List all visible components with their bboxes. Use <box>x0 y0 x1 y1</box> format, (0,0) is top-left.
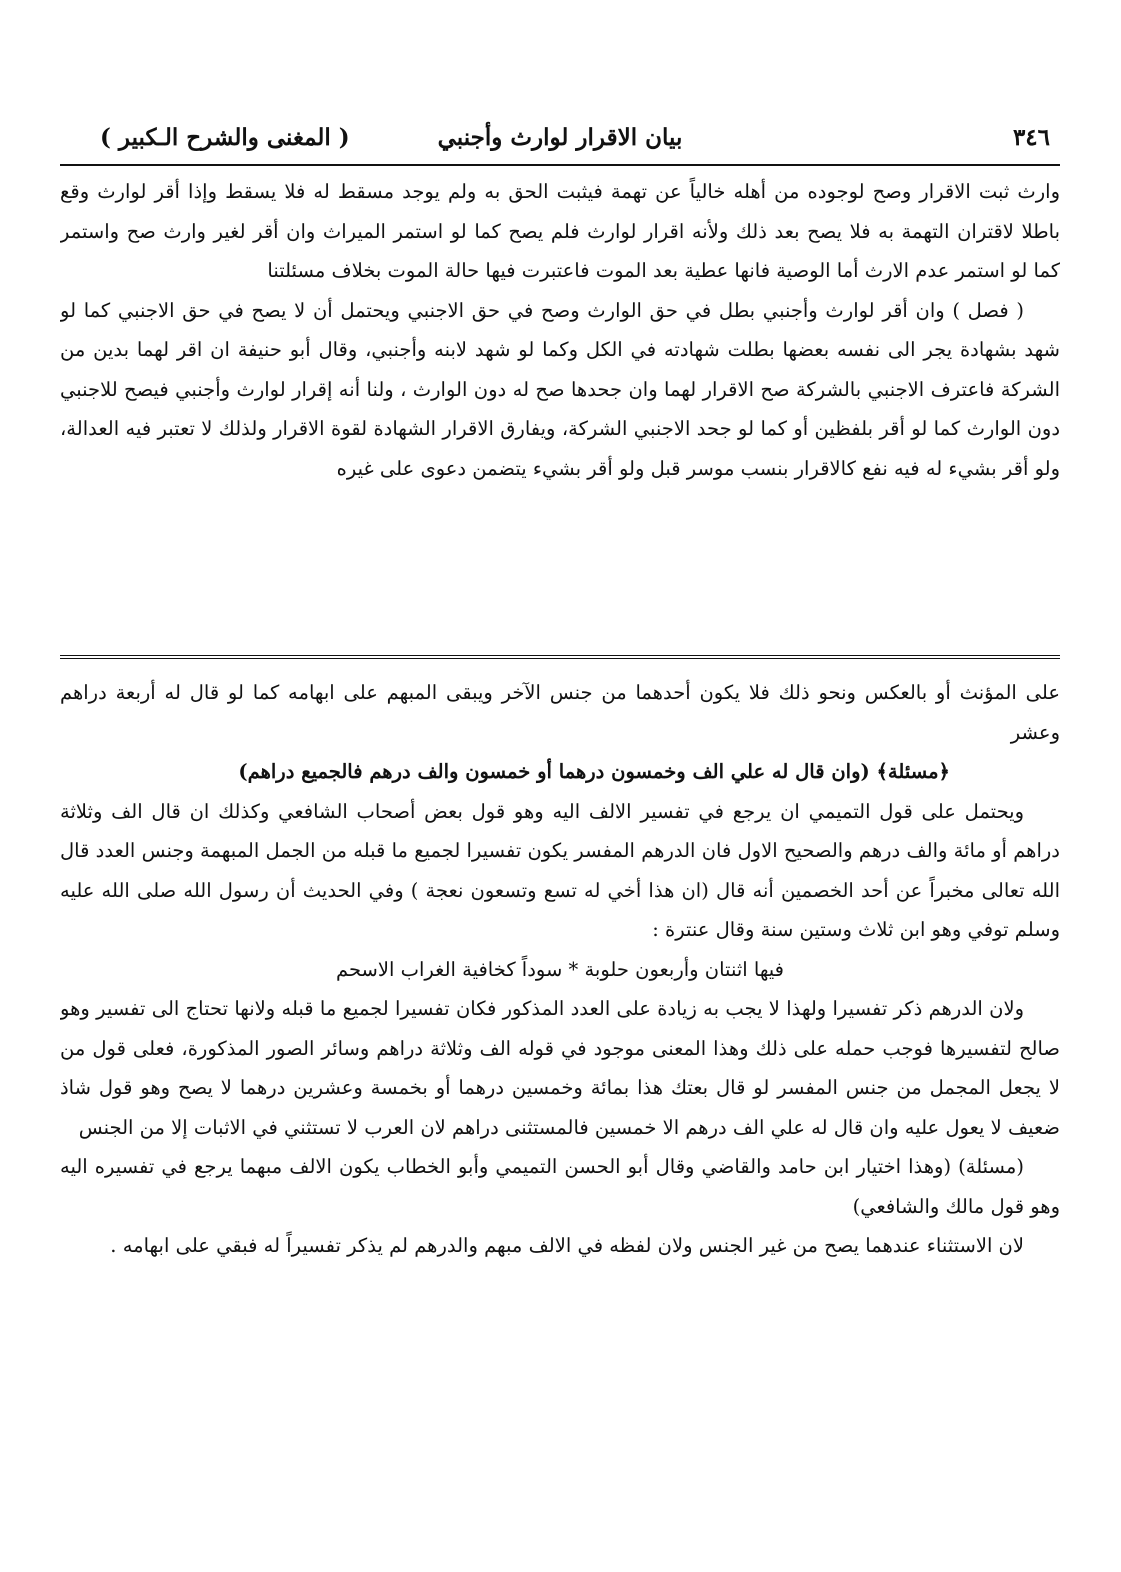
paragraph: لان الاستثناء عندهما يصح من غير الجنس ولان لفظه في الالف مبهم والدرهم لم يذكر تفسيراً له فبقي على ابهامه . <box>110 1234 1024 1257</box>
paragraph: ( فصل ) وان أقر لوارث وأجنبي بطل في حق الوارث وصح في حق الاجنبي ويحتمل أن لا يصح في حق الاجنبي كما لو شهد بشهادة يجر الى نفسه بعضها بطلت شهادته في الكل وكما لو شهد لابنه وأجنبي، وقال أبو حنيفة ان اقر لهما بدين من الشركة فاعترف الاجنبي بالشركة صح الاقرار لهما وان جحدها صح له دون الوارث ، ولنا أنه إقرار لوارث وأجنبي فيصح للاجنبي دون الوارث كما لو أقر بلفظين أو كما لو جحد الاجنبي الشركة، ويفارق الاقرار الشهادة لقوة الاقرار ولذلك لا تعتبر فيه العدالة، ولو أقر بشيء له فيه نفع كالاقرار بنسب موسر قبل ولو أقر بشيء يتضمن دعوى على غيره <box>60 298 1060 480</box>
poetry-verse: فيها اثنتان وأربعون حلوبة * سوداً كخافية الغراب الاسحم <box>335 957 785 981</box>
section-divider <box>60 655 1060 659</box>
paragraph: ولان الدرهم ذكر تفسيرا ولهذا لا يجب به زيادة على العدد المذكور فكان تفسيرا لجميع ما قبله ولانها تحتاج الى تفسير وهو صالح لتفسيرها فوجب حمله على ذلك وهذا المعنى موجود في قوله الف وثلاثة دراهم وسائر الصور المذكورة، فعلى قول من لا يجعل المجمل من جنس المفسر لو قال بعتك هذا بمائة وخمسين درهما أو بخمسة وعشرين درهما لا يصح وهو قول شاذ ضعيف لا يعول عليه وان قال له علي الف درهم الا خمسين فالمستثنى دراهم لان العرب لا تستثني في الاثبات إلا من الجنس <box>60 997 1060 1139</box>
paragraph: وارث ثبت الاقرار وصح لوجوده من أهله خالياً عن تهمة فيثبت الحق به ولم يوجد مسقط له فلا يسقط وإذا أقر لوارث وقع باطلا لاقتران التهمة به فلا يصح بعد ذلك ولأنه اقرار لوارث فلم يصح كما لو استمر الميراث وان أقر لغير وارث صح واستمر كما لو استمر عدم الارث أما الوصية فانها عطية بعد الموت فاعتبرت فيها حالة الموت بخلاف مسئلتنا <box>60 180 1060 282</box>
upper-text-block <box>60 172 1060 645</box>
lower-text-block <box>60 673 1060 1531</box>
masala-heading: ﴿مسئلة﴾ (وان قال له علي الف وخمسون درهما أو خمسون والف درهم فالجميع دراهم) <box>238 760 950 783</box>
page-title: بيان الاقرار لوارث وأجنبي <box>437 124 683 151</box>
paragraph: على المؤنث أو بالعكس ونحو ذلك فلا يكون أحدهما من جنس الآخر ويبقى المبهم على ابهامه كما لو قال له أربعة دراهم وعشر <box>60 681 1060 744</box>
paragraph: ويحتمل على قول التميمي ان يرجع في تفسير الالف اليه وهو قول بعض أصحاب الشافعي وكذلك ان قال الف وثلاثة دراهم أو مائة والف درهم والصحيح الاول فان الدرهم المفسر يكون تفسيرا لجميع ما قبله من الجمل المبهمة وجنس العدد قال الله تعالى مخبراً عن أحد الخصمين أنه قال (ان هذا أخي له تسع وتسعون نعجة ) وفي الحديث أن رسول الله صلى الله عليه وسلم توفي وهو ابن ثلاث وستين سنة وقال عنترة : <box>60 799 1060 941</box>
page-number: ٣٤٦ <box>1012 124 1050 151</box>
book-page <box>60 118 1060 1538</box>
book-title: ( المغنى والشرح الـكبير ) <box>100 124 350 151</box>
section-divider-wrap <box>60 645 1060 673</box>
page-header <box>60 118 1060 164</box>
masala-paragraph: (مسئلة) (وهذا اختيار ابن حامد والقاضي وقال أبو الحسن التميمي وأبو الخطاب يكون الالف مبهما يرجع في تفسيره اليه وهو قول مالك والشافعي) <box>60 1155 1060 1218</box>
header-rule <box>60 164 1060 166</box>
